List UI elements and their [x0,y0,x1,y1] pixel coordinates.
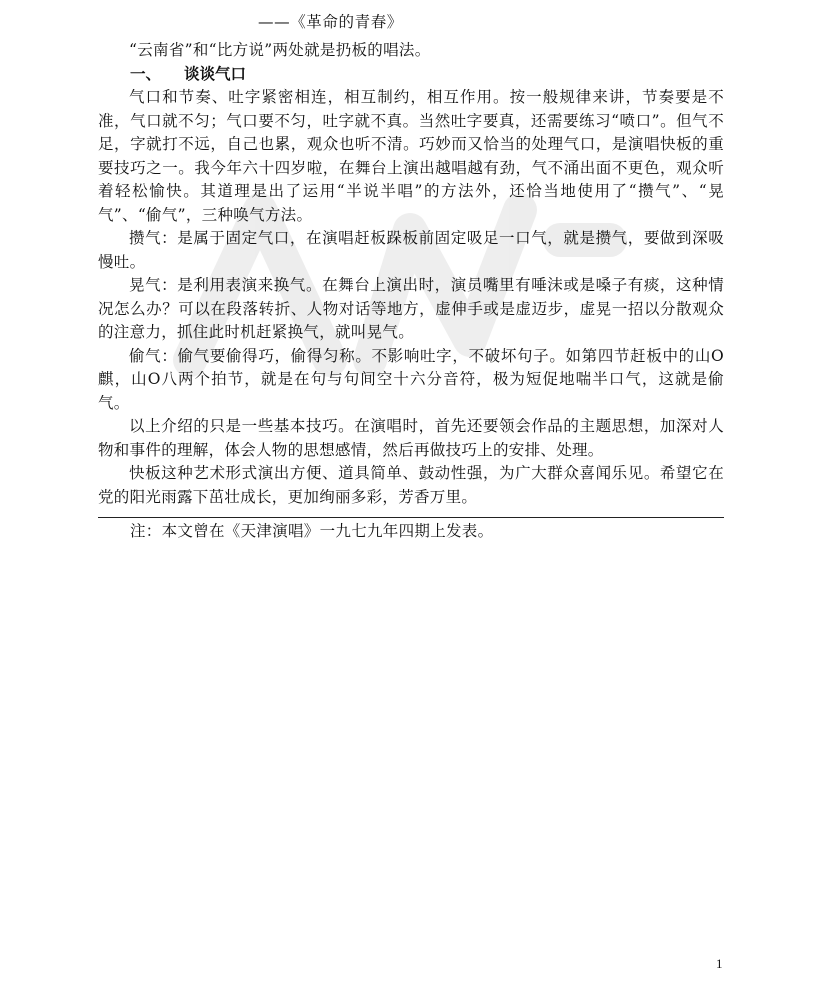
paragraph: 以上介绍的只是一些基本技巧。在演唱时，首先还要领会作品的主题思想，加深对人物和事件的理解，体会人物的思想感情，然后再做技巧上的安排、处理。 [98,417,724,459]
footnote-divider [98,517,724,518]
page-number: 1 [716,956,723,971]
footnote: 注：本文曾在《天津演唱》一九七九年四期上发表。 [130,522,494,540]
section-heading [130,63,246,85]
paragraph: 偷气：偷气要偷得巧，偷得匀称。不影响吐字，不破坏句子。如第四节赶板中的山O麒，山O八两个拍节，就是在句与句间空十六分音符，极为短促地喘半口气，这就是偷气。 [98,346,724,412]
paragraph: 晃气：是利用表演来换气。在舞台上演出时，演员嘴里有唾沫或是嗓子有痰，这种情况怎么办？可以在段落转折、人物对话等地方，虚伸手或是虚迈步，虚晃一招以分散观众的注意力，抓住此时机赶紧换气，就叫晃气。 [98,276,724,341]
paragraph: 攒气：是属于固定气口，在演唱赶板跺板前固定吸足一口气，就是攒气，要做到深吸慢吐。 [98,229,724,271]
paragraph: 快板这种艺术形式演出方便、道具简单、鼓动性强，为广大群众喜闻乐见。希望它在党的阳光雨露下茁壮成长，更加绚丽多彩，芳香万里。 [98,464,724,506]
section-title: 谈谈气口 [184,65,247,83]
body-text [98,86,724,509]
paragraph: 气口和节奏、吐字紧密相连，相互制约，相互作用。按一般规律来讲，节奏要是不准，气口就不匀；气口要不匀，吐字就不真。当然吐字要真，还需要练习“喷口”。但气不足，字就打不远，自己也累，观众也听不清。巧妙而又恰当的处理气口，是演唱快板的重要技巧之一。我今年六十四岁啦，在舞台上演出越唱越有劲，气不涌出面不更色，观众听着轻松愉快。其道理是出了运用“半说半唱”的方法外，还恰当地使用了“攒气”、“晃气”、“偷气”，三种唤气方法。 [98,88,724,224]
intro-line: “云南省”和“比方说”两处就是扔板的唱法。 [129,41,431,59]
subtitle: ——《革命的青春》 [258,13,403,31]
section-number: 一、 [130,65,162,83]
